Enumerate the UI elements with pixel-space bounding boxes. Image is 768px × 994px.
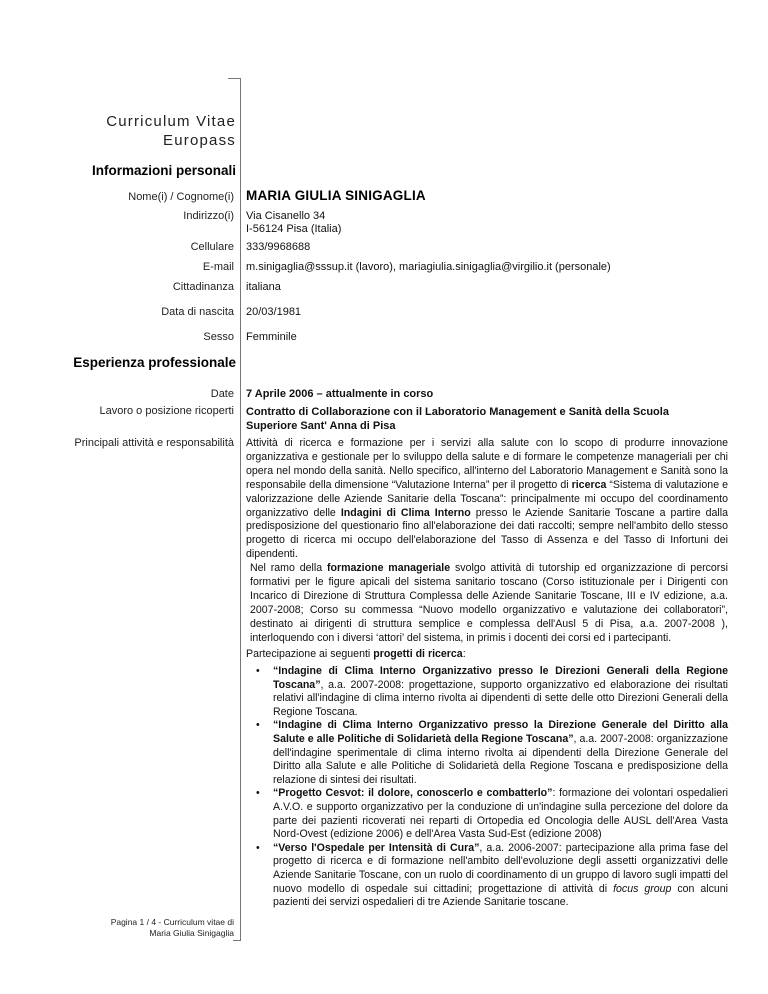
birth-date-value: 20/03/1981 xyxy=(246,306,302,318)
list-item xyxy=(246,665,728,719)
name-label: Nome(i) / Cognome(i) xyxy=(128,191,234,203)
project-text-end: con alcuni pazienti dei servizi ospedalieri di tre Aziende Sanitarie toscane. xyxy=(273,882,729,909)
address-label: Indirizzo(i) xyxy=(183,210,234,222)
sex-value: Femminile xyxy=(246,331,297,343)
project-title: “Indagine di Clima Interno Organizzativo presso le Direzioni Generali della Regione Toscana” xyxy=(273,665,728,691)
citizenship-label: Cittadinanza xyxy=(172,281,234,293)
date-value: 7 Aprile 2006 – attualmente in corso xyxy=(246,388,434,400)
para2-bold-training: formazione manageriale xyxy=(326,562,451,574)
page-footer xyxy=(111,917,234,939)
list-item xyxy=(246,719,728,787)
activities-label: Principali attività e responsabilità xyxy=(74,437,234,449)
activities-paragraph-1 xyxy=(246,437,728,562)
activities-paragraph-2 xyxy=(250,562,728,645)
column-divider xyxy=(240,78,241,940)
project-text: , a.a. 2007-2008: organizzazione dell'indagine sperimentale di clima interno rivolta ai dipendenti della Direzione Generale del Diritto alla Salute e alle Politiche di Solidarietà della Regione Toscana e predisposizione della relazione di sintesi dei risultati. xyxy=(273,732,728,786)
projects-list xyxy=(246,665,728,910)
cv-title xyxy=(106,112,236,150)
section-personal-info: Informazioni personali xyxy=(91,163,236,178)
position-value: Contratto di Collaborazione con il Laboratorio Management e Sanità della Scuola Superiore Sant' Anna di Pisa xyxy=(246,406,669,432)
footer-line1: Pagina 1 / 4 - Curriculum vitae di xyxy=(110,917,234,927)
bullet-icon: • xyxy=(256,787,260,800)
date-label: Date xyxy=(210,388,234,400)
divider-top-tick xyxy=(228,78,241,79)
bullet-icon: • xyxy=(256,841,260,854)
birth-date-label: Data di nascita xyxy=(161,306,234,318)
address-line2: I-56124 Pisa (Italia) xyxy=(246,223,342,235)
para2-text-b: svolgo attività di tutorship ed organizzazione di percorsi formativi per le figure apicali del sistema sanitario toscano (Corso istituzionale per i Dirigenti con Incarico di Direzione di Struttura Complessa delle Aziende Sanitarie Toscane, III e IV edizione, a.a. 2007-2008; Corso su commessa “Nuovo modello organizzativo e valutazione dei collaboratori”, destinato ai dirigenti di struttura semplice e complessa dell'Ausl 5 di Pisa, a.a. 2007-2008 ), interloquendo con i diversi ‘attori’ del sistema, in primis i docenti dei corsi ed i partecipanti. xyxy=(250,562,728,644)
para2-text-a: Nel ramo della xyxy=(250,562,327,574)
project-italic: focus group xyxy=(613,882,672,895)
project-text: , a.a. 2007-2008: progettazione, supporto organizzativo ed elaborazione dei risultati relativi all'indagine di clima interno rivolta ai dipendenti di sette delle otto Direzioni Generali della Regione Toscana. xyxy=(273,678,728,718)
bullet-icon: • xyxy=(256,665,260,677)
projects-intro-text: Partecipazione ai seguenti xyxy=(246,648,374,660)
project-text: : formazione dei volontari ospedalieri A.V.O. e supporto organizzativo per la conduzione di un'indagine sulla percezione del dolore da parte dei pazienti ricoverati nei reparti di Ortopedia ed Oncologia delle AUSL dell'Area Vasta Nord-Ovest (edizione 2006) e dell'Area Vasta Sud-Est (edizione 2008) xyxy=(273,787,728,841)
para1-bold-climate: Indagini di Clima Interno xyxy=(340,506,471,519)
cv-title-line2: Europass xyxy=(163,132,236,149)
person-name: MARIA GIULIA SINIGAGLIA xyxy=(246,188,426,203)
sex-label: Sesso xyxy=(203,331,234,343)
email-label: E-mail xyxy=(202,261,234,273)
para1-text-a: Attività di ricerca e formazione per i servizi alla salute con lo scopo di produrre innovazione organizzativa e gestionale per lo sviluppo della salute e di formare le competenze manageriali per chi opera nel mondo della sanità. Nello specifico, all'interno del Laboratorio Management e Sanità sono la responsabile della dimensione “Valutazione Interna” per il progetto di xyxy=(246,437,728,491)
bullet-icon: • xyxy=(256,719,260,732)
para1-text-b: “Sistema di valutazione e valorizzazione delle Aziende Sanitarie della Toscana”: principalmente mi occupo del coordinamento organizzativo delle xyxy=(246,478,728,519)
list-item xyxy=(246,842,728,910)
project-title: “Verso l'Ospedale per Intensità di Cura” xyxy=(273,841,480,854)
para1-bold-research: ricerca xyxy=(571,478,607,491)
mobile-label: Cellulare xyxy=(190,241,234,253)
list-item xyxy=(246,787,728,841)
email-value[interactable]: m.sinigaglia@sssup.it (lavoro), mariagiulia.sinigaglia@virgilio.it (personale) xyxy=(246,261,611,273)
projects-intro-colon: : xyxy=(462,648,466,660)
footer-line2: Maria Giulia Sinigaglia xyxy=(149,928,234,938)
projects-intro-bold: progetti di ricerca xyxy=(373,648,463,660)
section-professional-experience: Esperienza professionale xyxy=(73,355,236,370)
mobile-value: 333/9968688 xyxy=(246,241,311,253)
projects-intro xyxy=(246,648,728,662)
position-label: Lavoro o posizione ricoperti xyxy=(99,405,234,417)
para1-text-c: presso le Aziende Sanitarie Toscane a partire dalla predisposizione del questionario fino all'elaborazione dei dati raccolti; sempre nell'ambito dello stesso progetto di ricerca mi occupo dell'elaborazione del Tasso di Assenza e del Tasso di Infortuni dei dipendenti. xyxy=(246,506,728,561)
project-text: , a.a. 2006-2007: partecipazione alla prima fase del progetto di ricerca e di formazione nell'ambito dell'evoluzione degli assetti organizzativi delle Aziende Sanitarie Toscane, con un ruolo di coordinamento di un gruppo di lavoro sugli impatti del nuovo modello di ospedale sui cittadini; progettazione di attività di xyxy=(273,841,728,895)
project-title: “Progetto Cesvot: il dolore, conoscerlo e combatterlo” xyxy=(273,787,553,800)
cv-title-line1: Curriculum Vitae xyxy=(106,113,236,130)
divider-bottom-tick xyxy=(233,940,241,941)
project-title: “Indagine di Clima Interno Organizzativo presso la Direzione Generale del Diritto alla Salute e alle Politiche di Solidarietà della Regione Toscana” xyxy=(273,719,728,745)
address-line1: Via Cisanello 34 xyxy=(246,210,326,222)
citizenship-value: italiana xyxy=(246,281,281,293)
